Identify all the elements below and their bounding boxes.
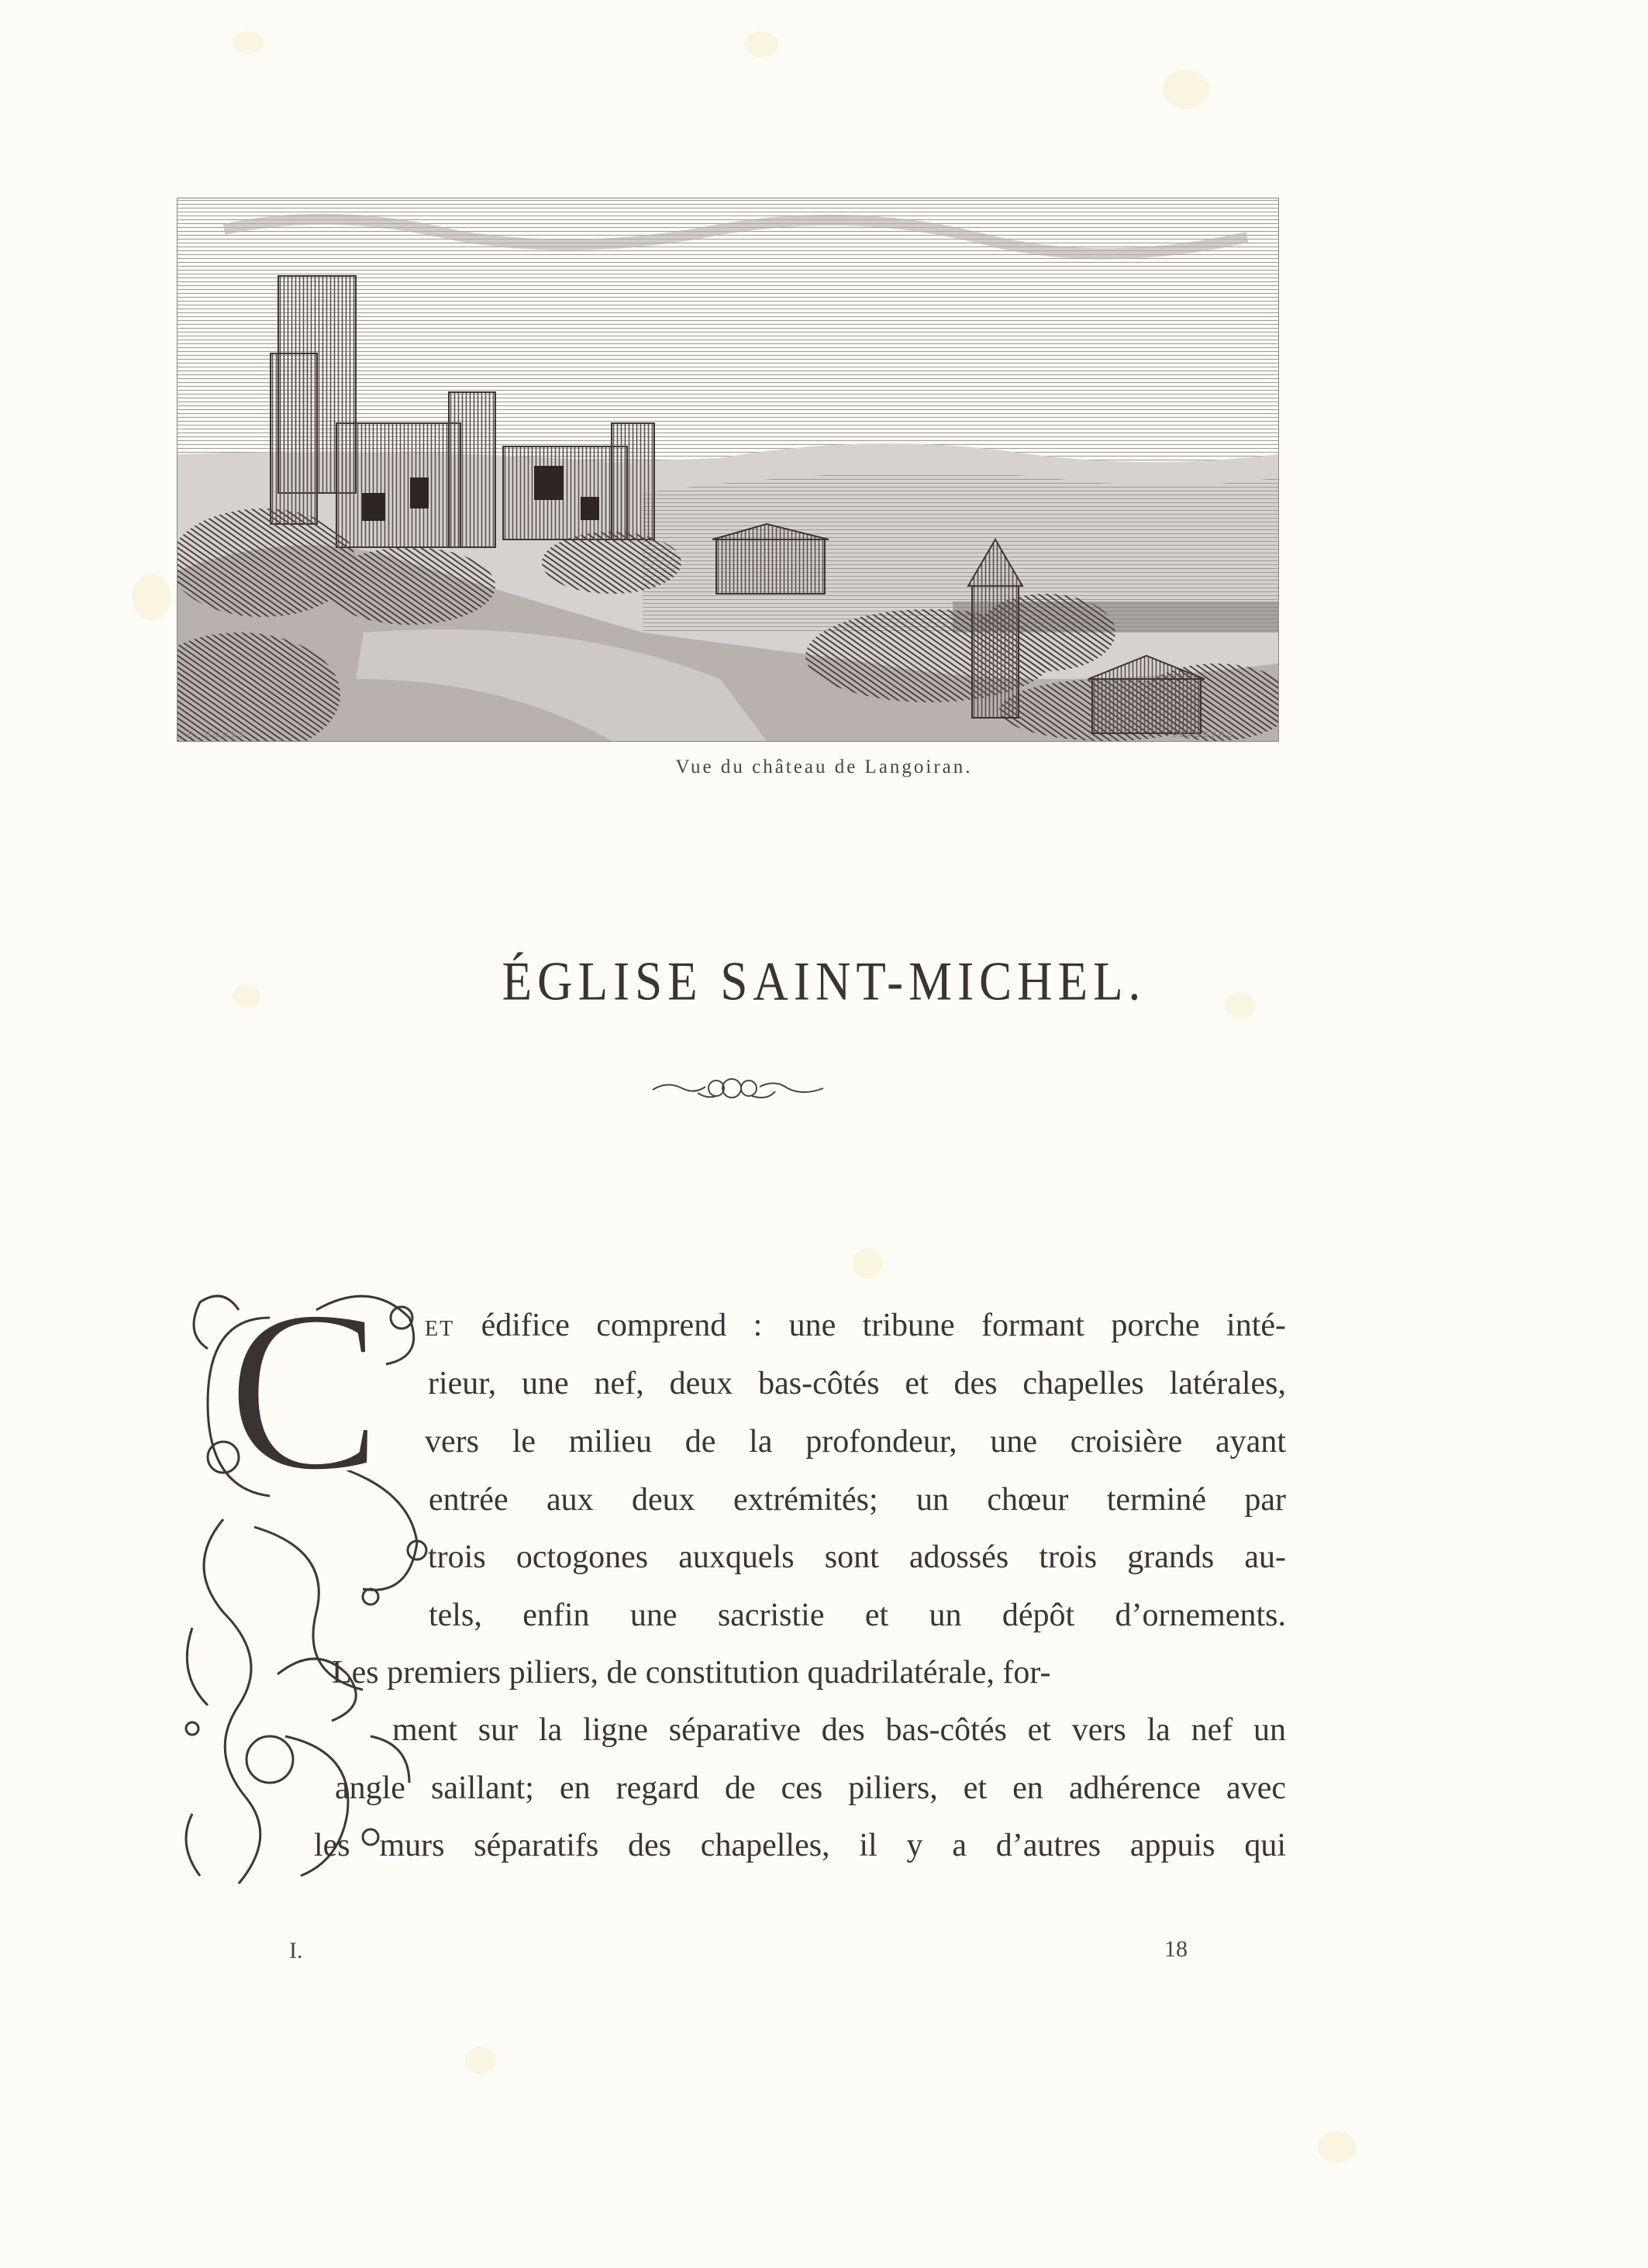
paper-stain bbox=[744, 31, 778, 57]
text-line bbox=[425, 1304, 1286, 1351]
text-line: vers le milieu de la profondeur, une croisière ayant bbox=[425, 1424, 1286, 1460]
paper-stain bbox=[1163, 70, 1209, 109]
signature-mark: I. bbox=[289, 1938, 303, 1963]
chapter-title: ÉGLISE SAINT-MICHEL. bbox=[502, 950, 1146, 1012]
engraver-credit-right: LEFEBVRE bbox=[1172, 730, 1236, 739]
paper-stain bbox=[465, 2046, 496, 2074]
paper-stain bbox=[1318, 2132, 1357, 2163]
text-line: Les premiers piliers, de constitution quadrilatérale, for- bbox=[332, 1655, 1051, 1691]
first-line-rest: édifice comprend : une tribune formant porche inté- bbox=[454, 1308, 1286, 1343]
text-line: les murs séparatifs des chapelles, il y a d’autres appuis qui bbox=[314, 1828, 1286, 1863]
text-line: ment sur la ligne séparative des bas-côtés et vers la nef un bbox=[392, 1712, 1286, 1748]
text-line-content bbox=[425, 1308, 1286, 1343]
page-number: 18 bbox=[1164, 1936, 1188, 1962]
text-line: trois octogones auxquels sont adossés trois grands au- bbox=[428, 1539, 1286, 1575]
illustration-caption: Vue du château de Langoiran. bbox=[675, 757, 973, 777]
engraver-credit-left: E. BOUSS bbox=[188, 730, 247, 739]
paper-stain bbox=[853, 1248, 882, 1279]
opening-word-small-caps: ET bbox=[425, 1317, 455, 1341]
title-flourish-ornament bbox=[651, 1073, 825, 1104]
text-line: angle saillant; en regard de ces piliers, et en adhérence avec bbox=[335, 1770, 1286, 1806]
paper-stain bbox=[132, 574, 171, 620]
engraving-castle-view bbox=[177, 198, 1279, 742]
dropcap-letter: C bbox=[226, 1271, 383, 1519]
text-line: rieur, une nef, deux bas-côtés et des chapelles latérales, bbox=[428, 1366, 1286, 1401]
text-line: tels, enfin une sacristie et un dépôt d’ornements. bbox=[429, 1598, 1286, 1633]
paper-stain bbox=[233, 31, 264, 54]
text-line: entrée aux deux extrémités; un chœur terminé par bbox=[429, 1482, 1286, 1518]
